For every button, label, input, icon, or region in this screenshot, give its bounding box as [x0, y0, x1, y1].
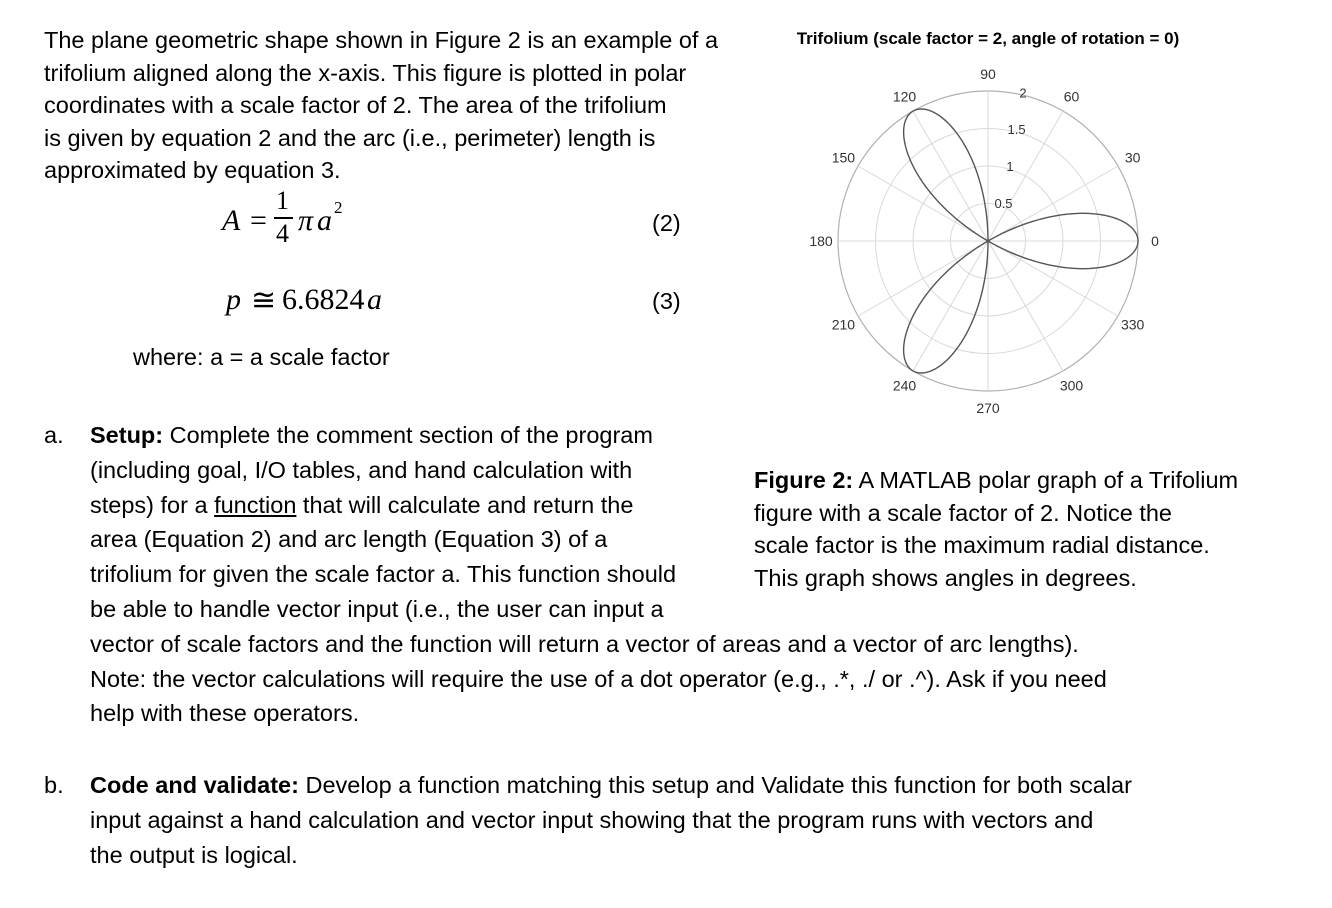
r-tick-label: 2 [1019, 85, 1027, 101]
eq3-value: 6.6824 [282, 283, 365, 316]
theta-tick-label: 0 [1151, 233, 1159, 249]
part-a-line8: Note: the vector calculations will require the use of a dot operator (e.g., .*, ./ or .^). Ask if you need [90, 665, 1107, 692]
intro-line: The plane geometric shape shown in Figure 2 is an example of a [44, 27, 719, 53]
theta-grid-line [988, 241, 1118, 316]
part-b-line2: input against a hand calculation and vector input showing that the program runs with vectors and [90, 806, 1094, 833]
r-tick-label: 1 [1006, 159, 1014, 175]
part-a-line6: be able to handle vector input (i.e., the user can input a [90, 595, 664, 622]
part-b-letter: b. [44, 772, 64, 798]
r-tick-label: 1.5 [1007, 122, 1026, 138]
eq3-approx: ≅ [251, 284, 277, 317]
part-a-line7: vector of scale factors and the function will return a vector of areas and a vector of arc lengths). [90, 630, 1079, 657]
eq2-var: a [317, 204, 332, 237]
where-clause: where: a = a scale factor [133, 344, 390, 370]
theta-tick-label: 120 [892, 88, 917, 105]
polar-chart [760, 20, 1230, 440]
part-a-line9: help with these operators. [90, 700, 360, 727]
theta-tick-label: 60 [1063, 88, 1080, 105]
intro-line: coordinates with a scale factor of 2. The area of the trifolium [44, 92, 667, 118]
intro-line: is given by equation 2 and the arc (i.e., perimeter) length is [44, 124, 656, 151]
eq2-numerator: 1 [276, 186, 289, 215]
theta-grid-line [913, 111, 988, 241]
part-a-letter: a. [44, 422, 64, 448]
theta-grid-line [858, 166, 988, 241]
intro-paragraph [44, 24, 764, 187]
part-a-line3: steps) for a function that will calculate and return the [90, 491, 634, 518]
theta-grid-line [858, 241, 988, 316]
theta-tick-label: 90 [980, 66, 996, 82]
intro-line: approximated by equation 3. [44, 157, 341, 183]
part-a-line2: (including goal, I/O tables, and hand calculation with [90, 456, 633, 483]
theta-tick-label: 300 [1059, 377, 1084, 394]
eq3-number: (3) [652, 288, 681, 314]
theta-tick-label: 210 [831, 316, 856, 333]
part-a-line5: trifolium for given the scale factor a. This function should [90, 561, 677, 588]
caption-label: Figure 2: [754, 467, 854, 493]
part-b-heading: Code and validate: [90, 772, 299, 798]
theta-grid-line [988, 241, 1063, 371]
theta-tick-label: 330 [1120, 316, 1145, 333]
r-tick-label: 0.5 [994, 196, 1013, 212]
eq2-exponent: 2 [334, 198, 343, 217]
eq2-denominator: 4 [276, 219, 289, 248]
function-underlined: function [214, 491, 297, 518]
theta-tick-label: 30 [1124, 149, 1141, 166]
eq2-pi: π [298, 204, 314, 237]
theta-tick-label: 270 [976, 400, 1000, 416]
part-a-line1: Setup: Complete the comment section of the program [90, 422, 653, 448]
part-a-line4: area (Equation 2) and arc length (Equation 3) of a [90, 526, 608, 553]
part-a-heading: Setup: [90, 422, 164, 448]
figure-caption: Figure 2: A MATLAB polar graph of a Trifolium figure with a scale factor of 2. Notice the scale factor is the maximum radial distance. This graph shows angles in degrees. [754, 467, 1239, 591]
part-b-line3: the output is logical. [90, 841, 298, 868]
eq2-equals: = [250, 204, 267, 237]
theta-tick-label: 240 [892, 377, 917, 394]
eq2-number: (2) [652, 210, 681, 236]
intro-line: trifolium aligned along the x-axis. This figure is plotted in polar [44, 59, 687, 86]
part-b-line1: Code and validate: Develop a function matching this setup and Validate this function for both scalar [90, 772, 1132, 798]
eq2-lhs: A [222, 204, 241, 237]
eq3-p: p [226, 283, 241, 316]
theta-tick-label: 180 [809, 233, 833, 249]
eq3-a: a [367, 283, 382, 316]
chart-title: Trifolium (scale factor = 2, angle of rotation = 0) [796, 29, 1180, 48]
theta-grid-line [913, 241, 988, 371]
theta-tick-label: 150 [831, 149, 856, 166]
